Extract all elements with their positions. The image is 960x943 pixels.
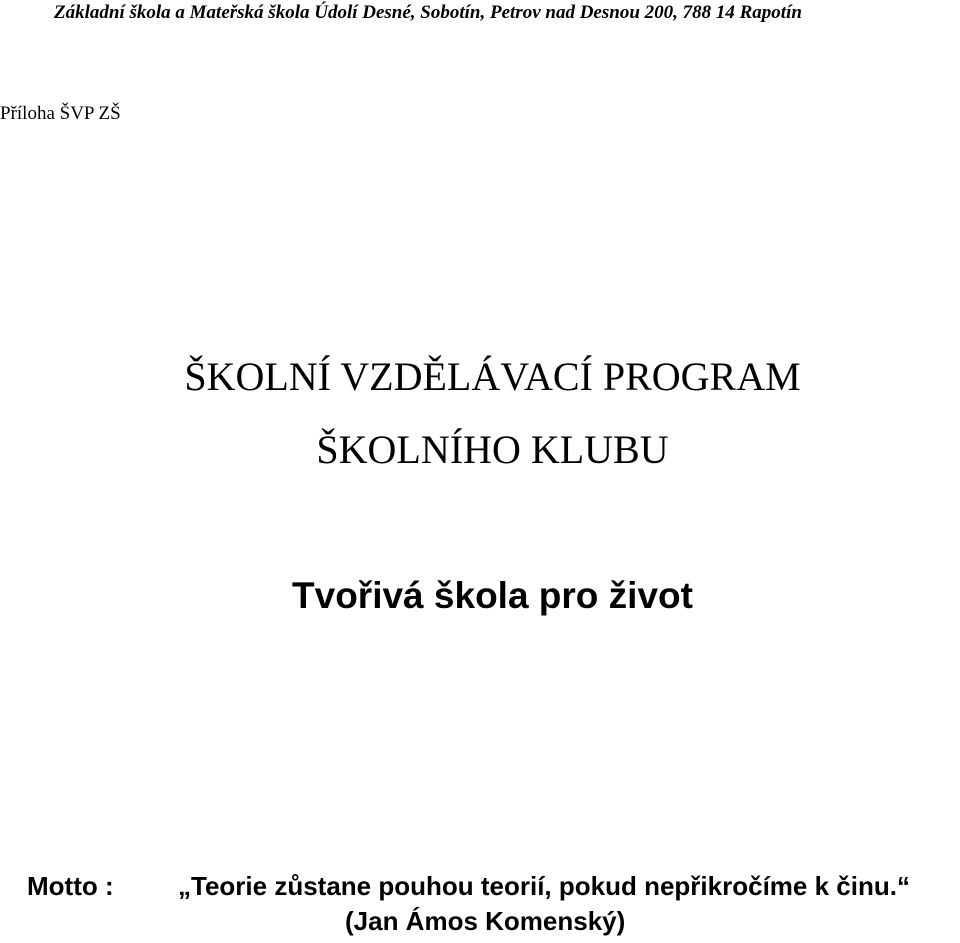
document-title-line-2: ŠKOLNÍHO KLUBU	[316, 427, 669, 472]
document-title-line-1: ŠKOLNÍ VZDĚLÁVACÍ PROGRAM	[184, 354, 801, 399]
motto-label: Motto :	[27, 871, 114, 901]
attachment-label: Příloha ŠVP ZŠ	[0, 103, 121, 124]
school-header: Základní škola a Mateřská škola Údolí Desné, Sobotín, Petrov nad Desnou 200, 788 14 Rapotín	[54, 2, 802, 23]
motto-author: (Jan Ámos Komenský)	[345, 906, 626, 936]
program-subtitle: Tvořivá škola pro život	[292, 575, 693, 616]
motto-quote: „Teorie zůstane pouhou teorií, pokud nepřikročíme k činu.“	[178, 871, 910, 901]
